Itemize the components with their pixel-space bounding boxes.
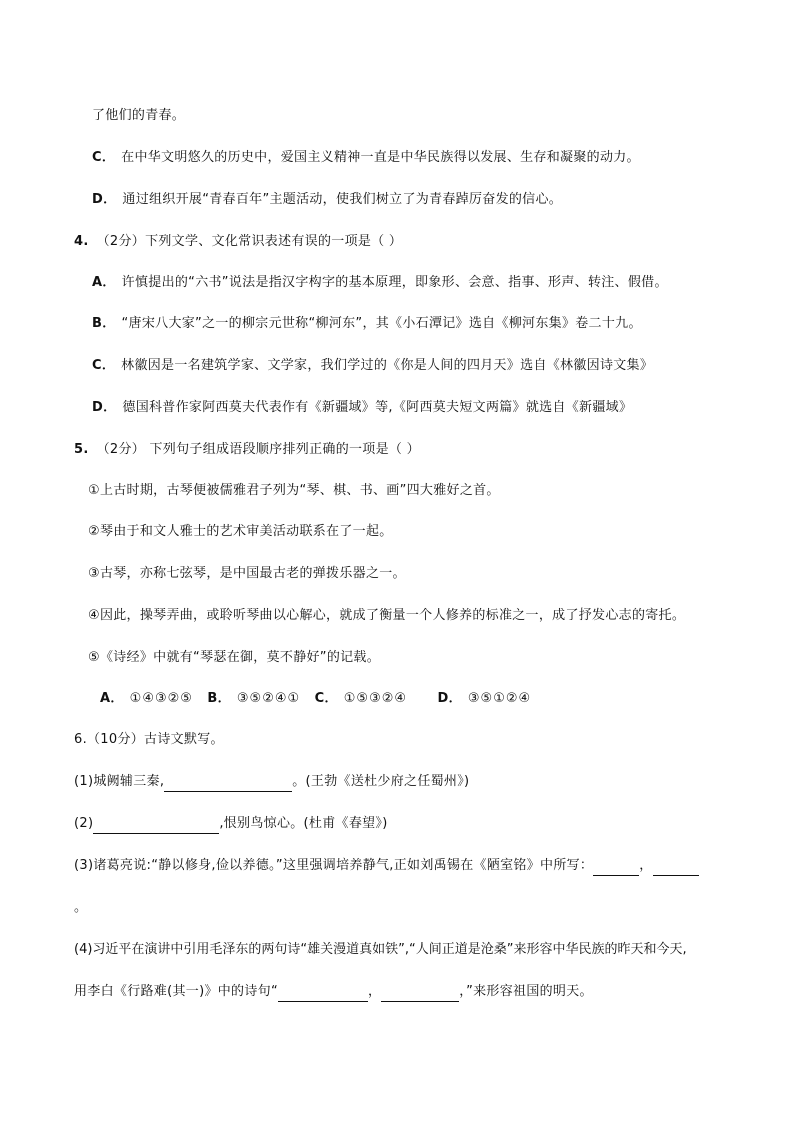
option-text: ③⑤②④①	[236, 691, 301, 706]
option-letter: B．	[92, 316, 116, 331]
q5-option-d	[437, 691, 531, 706]
option-letter: C．	[92, 358, 116, 373]
option-letter: A．	[100, 691, 124, 706]
answer-blank[interactable]	[278, 987, 368, 1002]
q3-option-d	[92, 190, 562, 210]
q6-item-4-cont	[74, 982, 593, 1002]
question-text: （2分）下列文学、文化常识表述有误的一项是（ ）	[96, 234, 403, 249]
q6-item-1	[74, 772, 469, 792]
option-letter: C．	[92, 150, 116, 165]
option-text: 在中华文明悠久的历史中，爱国主义精神一直是中华民族得以发展、生存和凝聚的动力。	[121, 150, 640, 165]
q6-item-3-end: 。	[74, 900, 88, 915]
q4-option-c	[92, 356, 653, 376]
q5-option-b	[207, 691, 300, 706]
q5-sentence-5: ⑤《诗经》中就有“琴瑟在御，莫不静好”的记载。	[88, 650, 381, 665]
option-letter: A．	[92, 275, 116, 290]
q6-item-4: (4)习近平在演讲中引用毛泽东的两句诗“雄关漫道真如铁”,“人间正道是沧桑”来形容中华民族的昨天和今天,	[74, 942, 687, 957]
q3-continuation: 了他们的青春。	[92, 108, 186, 123]
question-text: （2分） 下列句子组成语段顺序排列正确的一项是（ ）	[96, 442, 420, 457]
answer-blank[interactable]	[653, 861, 699, 876]
item-text-end: 。(王勃《送杜少府之任蜀州》)	[292, 774, 470, 789]
question-number: 5.	[74, 442, 89, 457]
q4-option-b	[92, 314, 642, 334]
option-text: 通过组织开展“青春百年”主题活动，使我们树立了为青春踔厉奋发的信心。	[122, 192, 563, 207]
answer-blank[interactable]	[381, 987, 459, 1002]
q5-sentence-4: ④因此，操琴弄曲，或聆听琴曲以心解心，就成了衡量一个人修养的标准之一，成了抒发心志的寄托。	[88, 608, 686, 623]
option-letter: D．	[437, 691, 462, 706]
option-text: 林徽因是一名建筑学家、文学家，我们学过的《你是人间的四月天》选自《林徽因诗文集》	[121, 358, 654, 373]
item-separator: ，	[639, 858, 653, 873]
q6-stem: 6.（10分）古诗文默写。	[74, 732, 224, 747]
option-letter: D．	[92, 400, 117, 415]
item-text-end: ，”来形容祖国的明天。	[459, 984, 593, 999]
q4-option-a	[92, 273, 668, 293]
item-separator: ，	[367, 984, 382, 999]
item-text-end: ,恨别鸟惊心。(杜甫《春望》)	[219, 816, 388, 831]
q5-option-c	[315, 691, 407, 706]
option-text: 许慎提出的“六书”说法是指汉字构字的基本原理，即象形、会意、指事、形声、转注、假借。	[121, 275, 668, 290]
q5-options-row	[100, 689, 531, 709]
q5-sentence-3: ③古琴，亦称七弦琴，是中国最古老的弹拨乐器之一。	[88, 566, 406, 581]
option-letter: D．	[92, 192, 117, 207]
option-letter: B．	[207, 691, 231, 706]
q6-item-3	[74, 856, 699, 876]
answer-blank[interactable]	[93, 819, 219, 834]
q6-item-2	[74, 814, 388, 834]
option-text: ③⑤①②④	[467, 691, 532, 706]
item-text-start: (2)	[74, 816, 94, 831]
answer-blank[interactable]	[164, 777, 292, 792]
option-text: ①⑤③②④	[343, 691, 408, 706]
q4-option-d	[92, 398, 632, 418]
q3-option-c	[92, 148, 640, 168]
q5-option-a	[100, 691, 193, 706]
item-text-start: (1)城阙辅三秦,	[74, 774, 165, 789]
option-text: 德国科普作家阿西莫夫代表作有《新疆域》等,《阿西莫夫短文两篇》就选自《新疆域》	[122, 400, 633, 415]
q5-sentence-2: ②琴由于和文人雅士的艺术审美活动联系在了一起。	[88, 524, 393, 539]
question-number: 4.	[74, 234, 89, 249]
option-letter: C．	[314, 691, 338, 706]
q5-sentence-1: ①上古时期，古琴便被儒雅君子列为“琴、棋、书、画”四大雅好之首。	[88, 483, 500, 498]
item-text-start: 用李白《行路难(其一)》中的诗句“	[74, 984, 278, 999]
option-text: ①④③②⑤	[129, 691, 193, 706]
q4-stem	[74, 232, 402, 252]
answer-blank[interactable]	[593, 861, 639, 876]
q5-stem	[74, 440, 420, 460]
option-text: “唐宋八大家”之一的柳宗元世称“柳河东”，其《小石潭记》选自《柳河东集》卷二十九。	[121, 316, 642, 331]
item-text-start: (3)诸葛亮说:“静以修身,俭以养德。”这里强调培养静气,正如刘禹锡在《陋室铭》中所写：	[74, 858, 594, 873]
